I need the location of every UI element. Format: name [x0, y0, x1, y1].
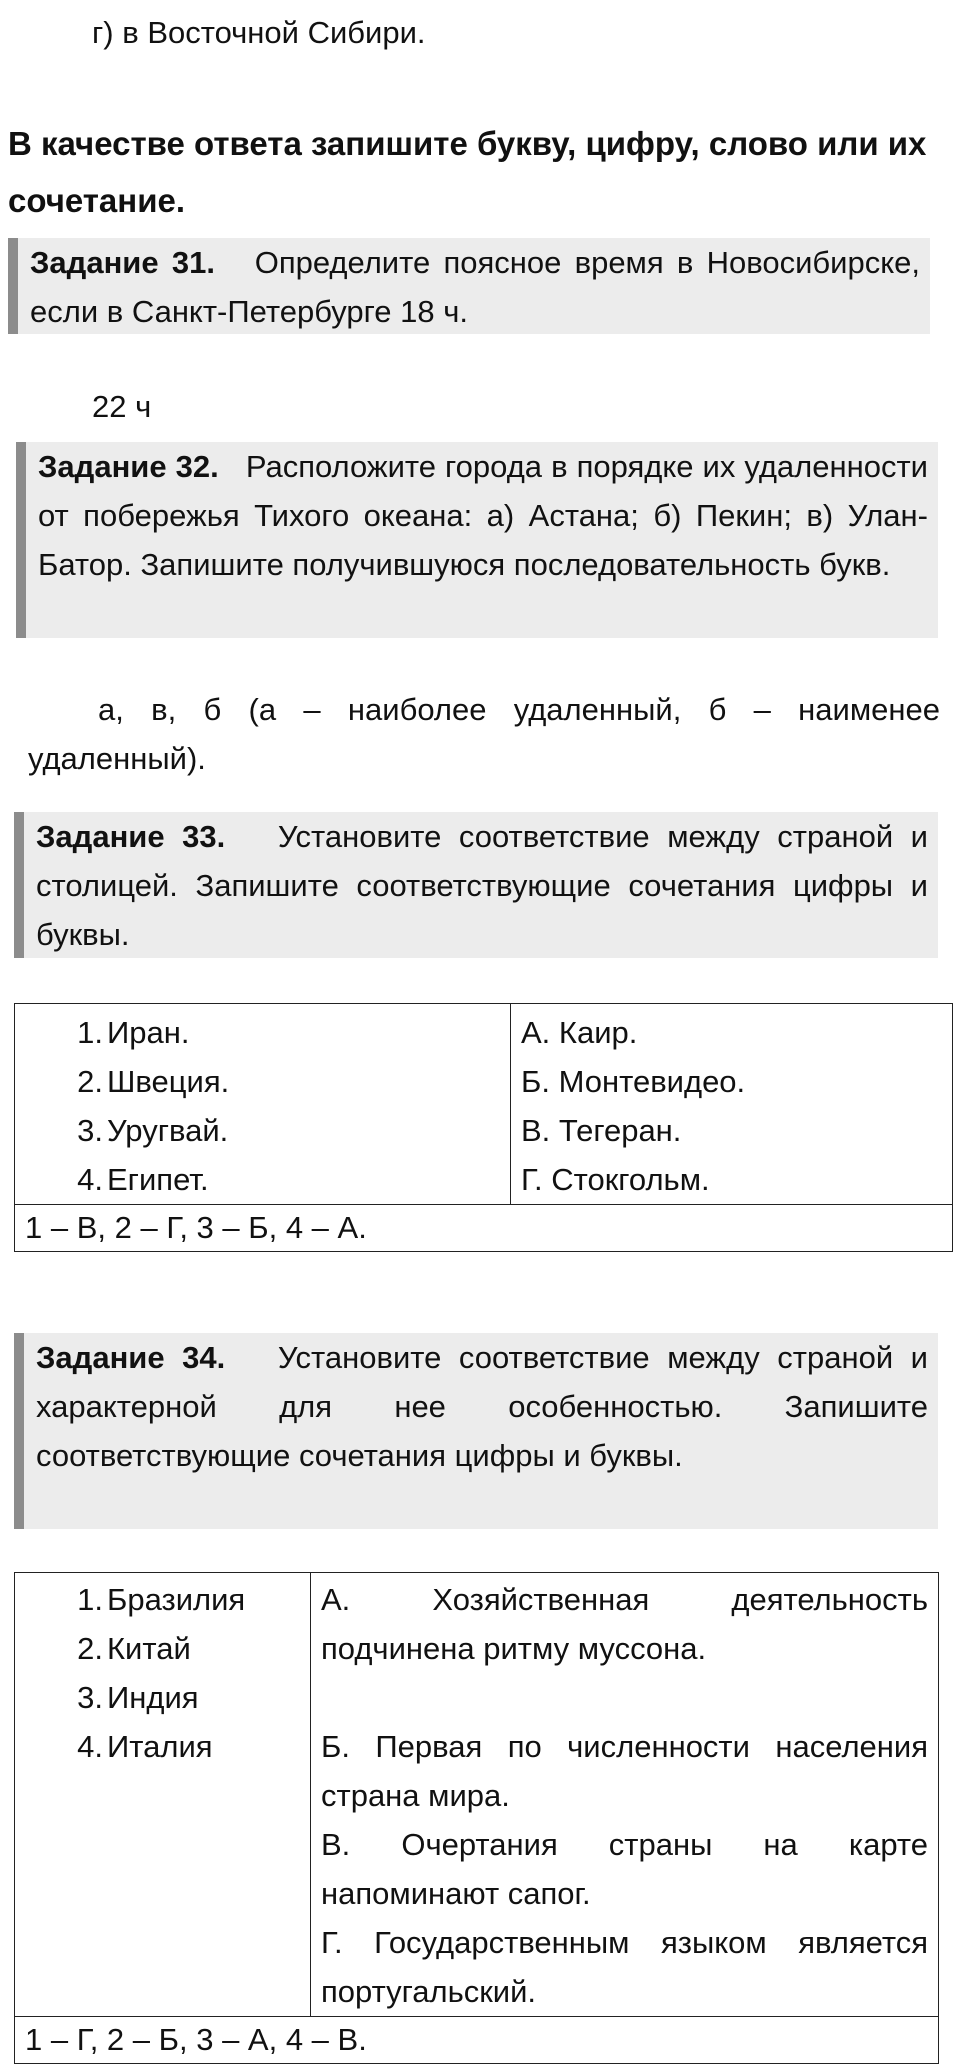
list-item: 3. Индия [77, 1680, 199, 1715]
list-item: 2. Швеция. [77, 1064, 230, 1099]
list-item: 2. Китай [77, 1631, 191, 1666]
task-34-answer: 1 – Г, 2 – Б, 3 – А, 4 – В. [15, 2017, 939, 2064]
task-33-countries-cell [15, 1004, 511, 1205]
list-item: 4. Италия [77, 1729, 213, 1764]
list-item: 3. Уругвай. [77, 1113, 229, 1148]
task-33-capitals-cell [511, 1004, 953, 1205]
list-item: 4. Египет. [77, 1162, 209, 1197]
instruction-text: В качестве ответа запишите букву, цифру, слово или их сочетание. [8, 125, 927, 219]
list-item: Г. Государственным языком является португальский. [321, 1925, 928, 2009]
task-34-countries-cell [15, 1573, 311, 2017]
task-32 [16, 442, 938, 638]
task-31-text: Определите поясное время в Новосибирске, если в Санкт-Петербурге 18 ч. [30, 245, 921, 329]
task-33-text: Установите соответствие между страной и столицей. Запишите соответствующие сочетания цифры и буквы. [36, 819, 929, 952]
list-item: Б. Первая по численности населения страна мира. [321, 1729, 928, 1813]
task-32-text: Расположите города в порядке их удаленности от побережья Тихого океана: а) Астана; б) Пекин; в) Улан-Батор. Запишите получившуюся последовательность букв. [38, 449, 929, 582]
list-item: Б. Монтевидео. [521, 1064, 746, 1099]
task-32-label: Задание 32. [38, 449, 219, 484]
task-32-answer: а, в, б (а – наиболее удаленный, б – наименее удаленный). [28, 692, 940, 776]
previous-answer-option: г) в Восточной Сибири. [92, 15, 426, 50]
list-item: 1. Иран. [77, 1015, 190, 1050]
list-item: 1. Бразилия [77, 1582, 246, 1617]
task-34-features-cell [311, 1573, 939, 2017]
task-33-label: Задание 33. [36, 819, 226, 854]
task-31 [8, 238, 930, 334]
task-31-answer: 22 ч [92, 389, 152, 424]
list-item: В. Очертания страны на карте напоминают сапог. [321, 1827, 928, 1911]
task-33-answer: 1 – В, 2 – Г, 3 – Б, 4 – А. [15, 1205, 953, 1252]
list-item: В. Тегеран. [521, 1113, 682, 1148]
task-33-matching-table [14, 1003, 953, 1252]
list-item: А. Хозяйственная деятельность подчинена ритму муссона. [321, 1582, 928, 1666]
task-34-text: Установите соответствие между страной и характерной для нее особенностью. Запишите соответствующие сочетания цифры и буквы. [36, 1340, 929, 1473]
list-item: А. Каир. [521, 1015, 638, 1050]
task-34 [14, 1333, 938, 1529]
task-34-label: Задание 34. [36, 1340, 226, 1375]
task-31-label: Задание 31. [30, 245, 215, 280]
list-item: Г. Стокгольм. [521, 1162, 710, 1197]
task-34-matching-table [14, 1572, 939, 2064]
task-33 [14, 812, 938, 958]
